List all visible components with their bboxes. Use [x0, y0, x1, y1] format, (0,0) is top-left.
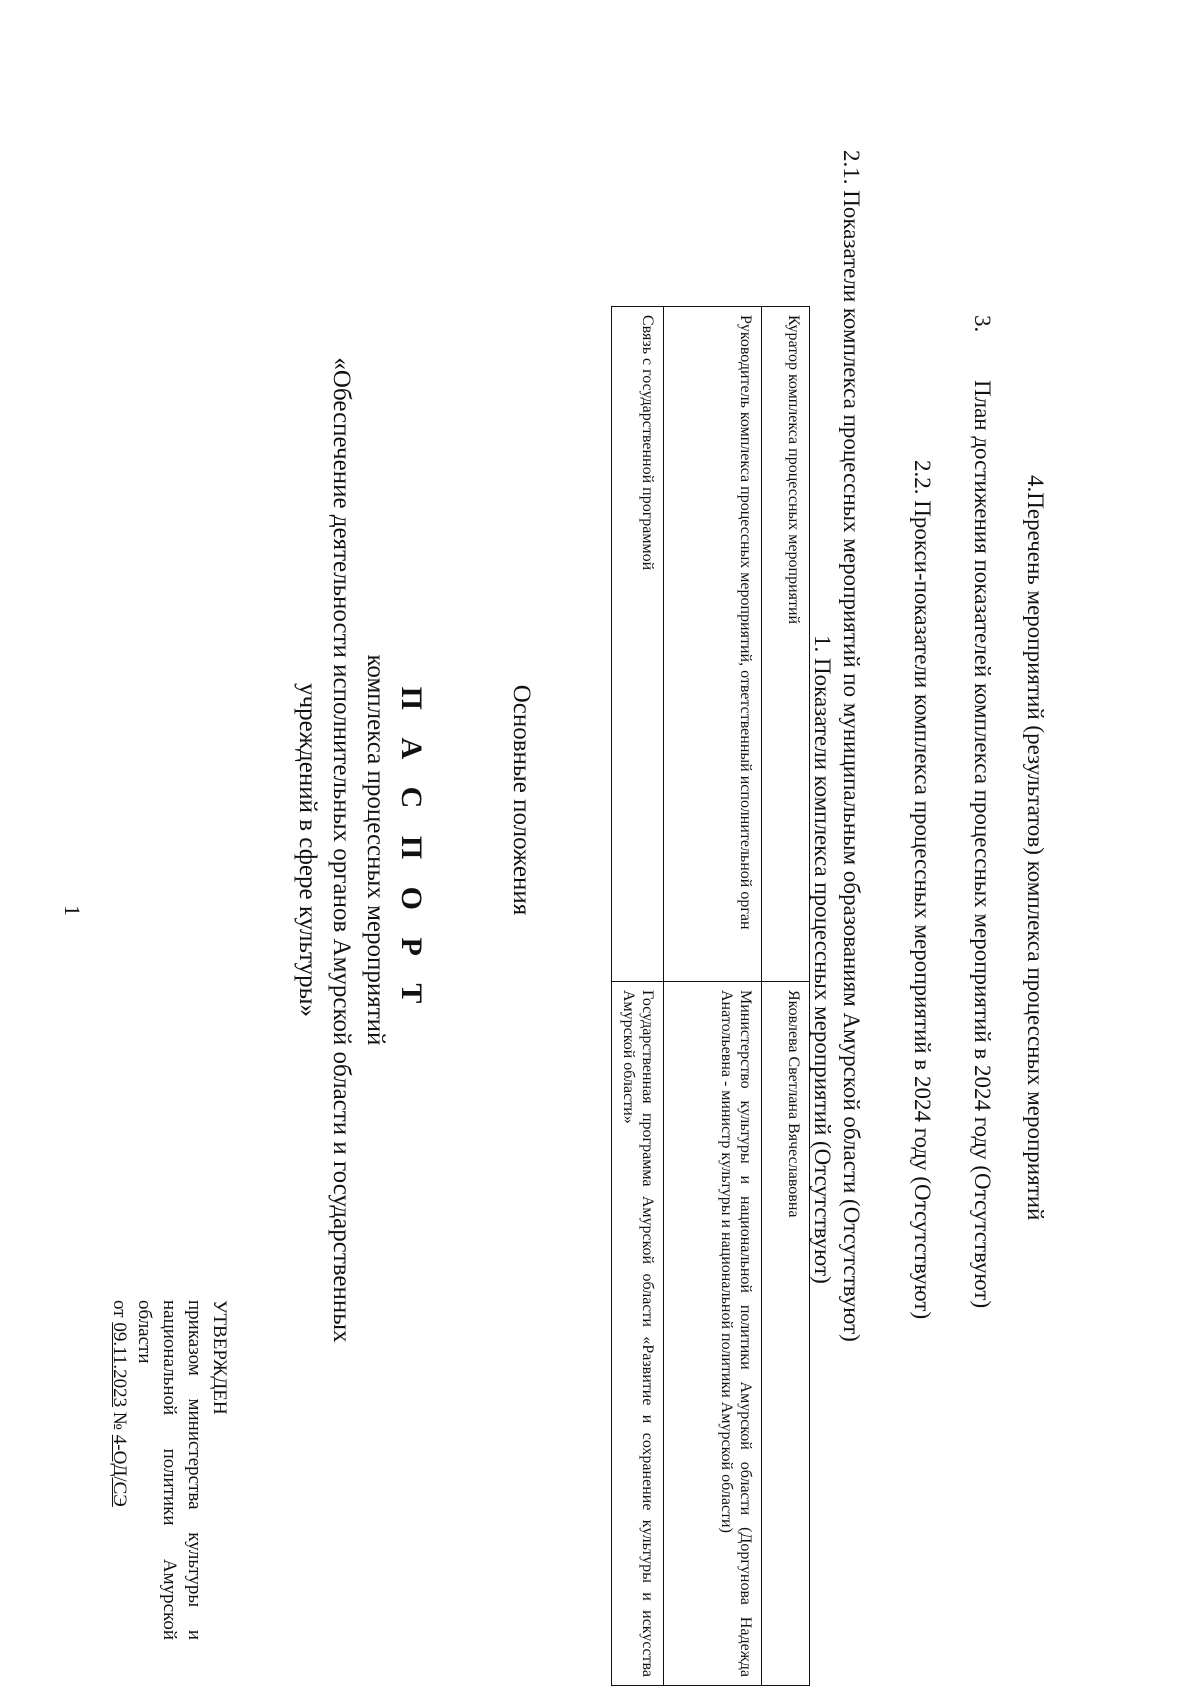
approval-number-prefix: № — [109, 1407, 130, 1435]
approval-stamp — [107, 1300, 232, 1640]
table-cell-value: Государственная программа Амурской области «Развитие и сохранение культуры и искусства Амурской области» — [612, 982, 664, 1686]
table-row — [612, 307, 664, 1686]
approval-line-3: области — [134, 1300, 155, 1364]
document-subtitle-2: «Обеспечение деятельности исполнительных органов Амурской области и государственных — [328, 357, 355, 1343]
table-cell-value: Министерство культуры и национальной политики Амурской области (Доргунова Надежда Анатольевна - министр культуры и национальной политики Амурской области) — [664, 982, 762, 1686]
document-subtitle-1: комплекса процессных мероприятий — [362, 654, 389, 1046]
section-4: 4.Перечень мероприятий (результатов) комплекса процессных мероприятий — [1023, 475, 1048, 1221]
table-cell-label: Руководитель комплекса процессных мероприятий, ответственный исполнительной орган — [664, 307, 762, 982]
approval-date-prefix: от — [109, 1300, 130, 1323]
section-3: План достижения показателей комплекса процессных мероприятий в 2024 году (Отсутствуют) — [970, 380, 995, 1309]
section-3-number: 3. — [970, 315, 995, 333]
table-cell-value: Яковлева Светлана Вячеславовна — [762, 982, 810, 1686]
table-row — [664, 307, 762, 1686]
approval-date: 09.11.2023 — [109, 1322, 130, 1408]
document-subtitle-3: учреждений в сфере культуры» — [294, 683, 321, 1017]
page-number: 1 — [60, 905, 85, 916]
document-title: П А С П О Р Т — [395, 686, 428, 1014]
section-2-1: 2.1. Показатели комплекса процессных мероприятий по муниципальным образованиям Амурской области (Отсутствуют) — [839, 150, 864, 1342]
approval-heading: УТВЕРЖДЕН — [209, 1300, 230, 1415]
section-1: 1. Показатели комплекса процессных мероприятий (Отсутствуют) — [810, 635, 835, 1284]
table-cell-label: Куратор комплекса процессных мероприятий — [762, 307, 810, 982]
section-heading: Основные положения — [508, 684, 535, 916]
table-row — [762, 307, 810, 1686]
approval-line-1: приказом министерства культуры и — [184, 1300, 205, 1640]
approval-line-2: национальной политики Амурской — [159, 1300, 180, 1640]
title-block — [290, 300, 430, 1400]
table-cell-label: Связь с государственной программой — [612, 307, 664, 982]
main-provisions-table — [611, 306, 810, 1686]
section-2-2: 2.2. Прокси-показатели комплекса процессных мероприятий в 2024 году (Отсутствуют) — [910, 460, 935, 1320]
approval-date-line — [107, 1300, 132, 1640]
approval-number: 4-ОД/СЭ — [109, 1434, 130, 1507]
